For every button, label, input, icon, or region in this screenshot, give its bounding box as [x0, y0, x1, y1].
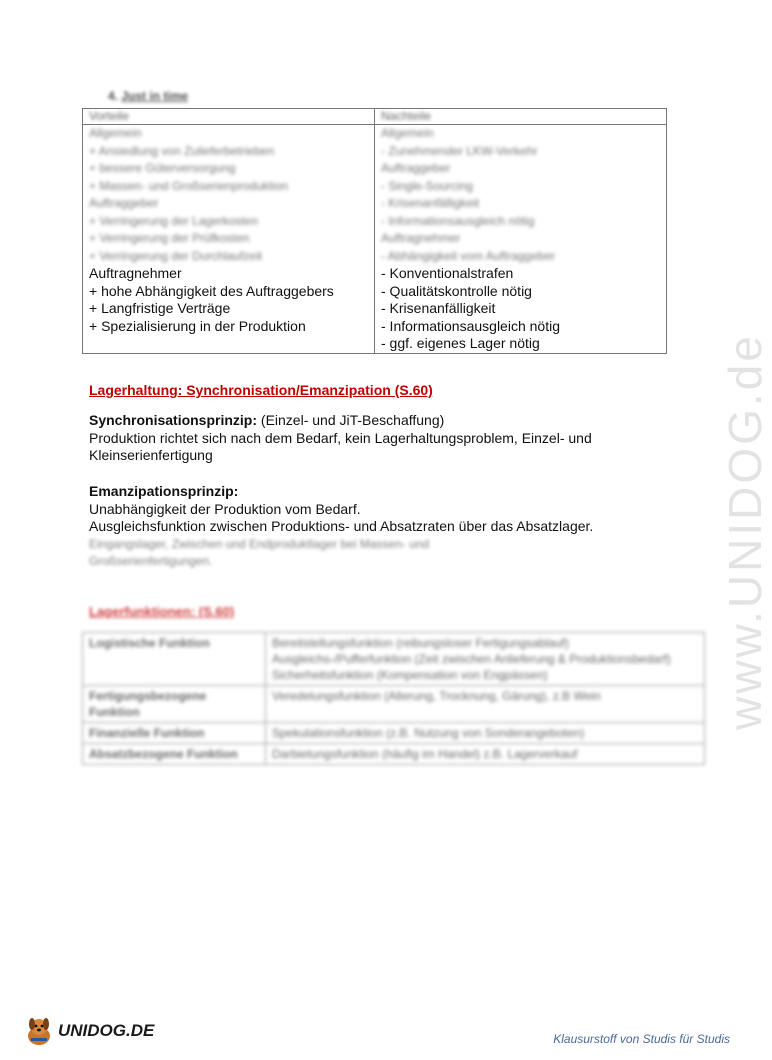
table-row [83, 744, 705, 765]
header-vorteile: Vorteile [83, 109, 375, 125]
blurred-line: Allgemein [381, 126, 434, 140]
section-title-text: Just in time [121, 89, 189, 103]
unidog-logo[interactable] [22, 1014, 154, 1048]
vorteile-cell [83, 125, 375, 354]
blurred-line: - Abhängigkeit vom Auftraggeber [381, 248, 556, 263]
eman-line-2: Ausgleichsfunktion zwischen Produktions- und Absatzraten über das Absatzlager. [89, 518, 594, 534]
lagerfunktionen-heading: Lagerfunktionen: (S.60) [89, 604, 235, 619]
nachteil-line: - Krisenanfälligkeit [381, 300, 496, 316]
sync-text: Produktion richtet sich nach dem Bedarf, kein Lagerhaltungsproblem, Einzel- und Kleinserienfertigung [89, 429, 592, 463]
sync-label: Synchronisationsprinzip: [89, 412, 258, 428]
function-value: Bereitstellungsfunktion (reibungsloser Fertigungsablauf) Ausgleichs-/Pufferfunktion (Zeit zwischen Anlieferung & Produktionsbedarf) Sicherheitsfunktion (Kompensation von Engpässen) [266, 633, 705, 686]
sync-paren: (Einzel- und JiT-Beschaffung) [257, 412, 445, 428]
blurred-line: + Verringerung der Lagerkosten [89, 213, 259, 228]
blurred-line: Auftraggeber [89, 196, 159, 210]
lagerfunktionen-table [82, 632, 705, 765]
footer-tagline: Klausurstoff von Studis für Studis [553, 1032, 730, 1046]
function-key: Finanzielle Funktion [83, 723, 266, 744]
eman-line-1: Unabhängigkeit der Produktion vom Bedarf. [89, 500, 361, 517]
blurred-line: + Verringerung der Prüfkosten [89, 231, 250, 245]
jit-section-title [108, 89, 188, 103]
vorteil-line: Auftragnehmer [89, 265, 182, 281]
vorteil-line: + Spezialisierung in der Produktion [89, 317, 306, 334]
table-row [83, 633, 705, 686]
function-key: Logistische Funktion [83, 633, 266, 686]
eman-label: Emanzipationsprinzip: [89, 483, 239, 499]
lagerhaltung-heading: Lagerhaltung: Synchronisation/Emanzipation (S.60) [89, 382, 433, 398]
jit-table-body [83, 125, 667, 354]
nachteil-line: - Qualitätskontrolle nötig [381, 282, 532, 299]
emanzipation-paragraph [89, 483, 689, 536]
nachteil-line: - Konventionalstrafen [381, 265, 514, 281]
nachteil-line: - Informationsausgleich nötig [381, 317, 560, 334]
unidog-watermark: www.UNIDOG.de [719, 333, 771, 730]
blurred-line: Allgemein [89, 126, 142, 140]
nachteile-cell [375, 125, 667, 354]
vorteil-line: + Langfristige Verträge [89, 300, 231, 316]
blurred-line: Auftraggeber [381, 161, 451, 175]
blurred-line: Auftragnehmer [381, 231, 461, 245]
table-row [83, 686, 705, 723]
eman-blurred-text: Eingangslager, Zwischen und Endproduktlager bei Massen- und Großserienfertigungen. [89, 537, 430, 568]
header-nachteile: Nachteile [375, 109, 667, 125]
blurred-line: - Single-Sourcing [381, 178, 474, 193]
function-value: Veredelungsfunktion (Alterung, Trocknung, Gärung), z.B Wein [266, 686, 705, 723]
blurred-line: + bessere Güterversorgung [89, 161, 236, 175]
function-key: Fertigungsbezogene Funktion [83, 686, 266, 723]
blurred-line: - Informationsausgleich nötig [381, 213, 535, 228]
synchronisation-paragraph [89, 412, 689, 465]
blurred-line: + Verringerung der Durchlaufzeit [89, 248, 263, 263]
function-value: Spekulationsfunktion (z.B. Nutzung von Sonderangeboten) [266, 723, 705, 744]
table-row [83, 723, 705, 744]
vorteil-line: + hohe Abhängigkeit des Auftraggebers [89, 282, 334, 299]
blurred-line: + Ansiedlung von Zulieferbetrieben [89, 143, 275, 158]
blurred-line: - Zunehmender LKW-Verkehr [381, 143, 538, 158]
function-value: Darbietungsfunktion (häufig im Handel) z.B. Lagerverkauf [266, 744, 705, 765]
nachteil-line: - ggf. eigenes Lager nötig [381, 335, 540, 351]
jit-table [82, 108, 667, 354]
dog-mascot-icon [22, 1014, 56, 1048]
jit-table-header [83, 109, 667, 125]
logo-text: UNIDOG.DE [58, 1021, 155, 1040]
section-number: 4. [108, 89, 119, 103]
blurred-line: - Krisenanfälligkeit [381, 196, 480, 210]
function-key: Absatzbezogene Funktion [83, 744, 266, 765]
blurred-line: + Massen- und Großserienproduktion [89, 178, 289, 193]
